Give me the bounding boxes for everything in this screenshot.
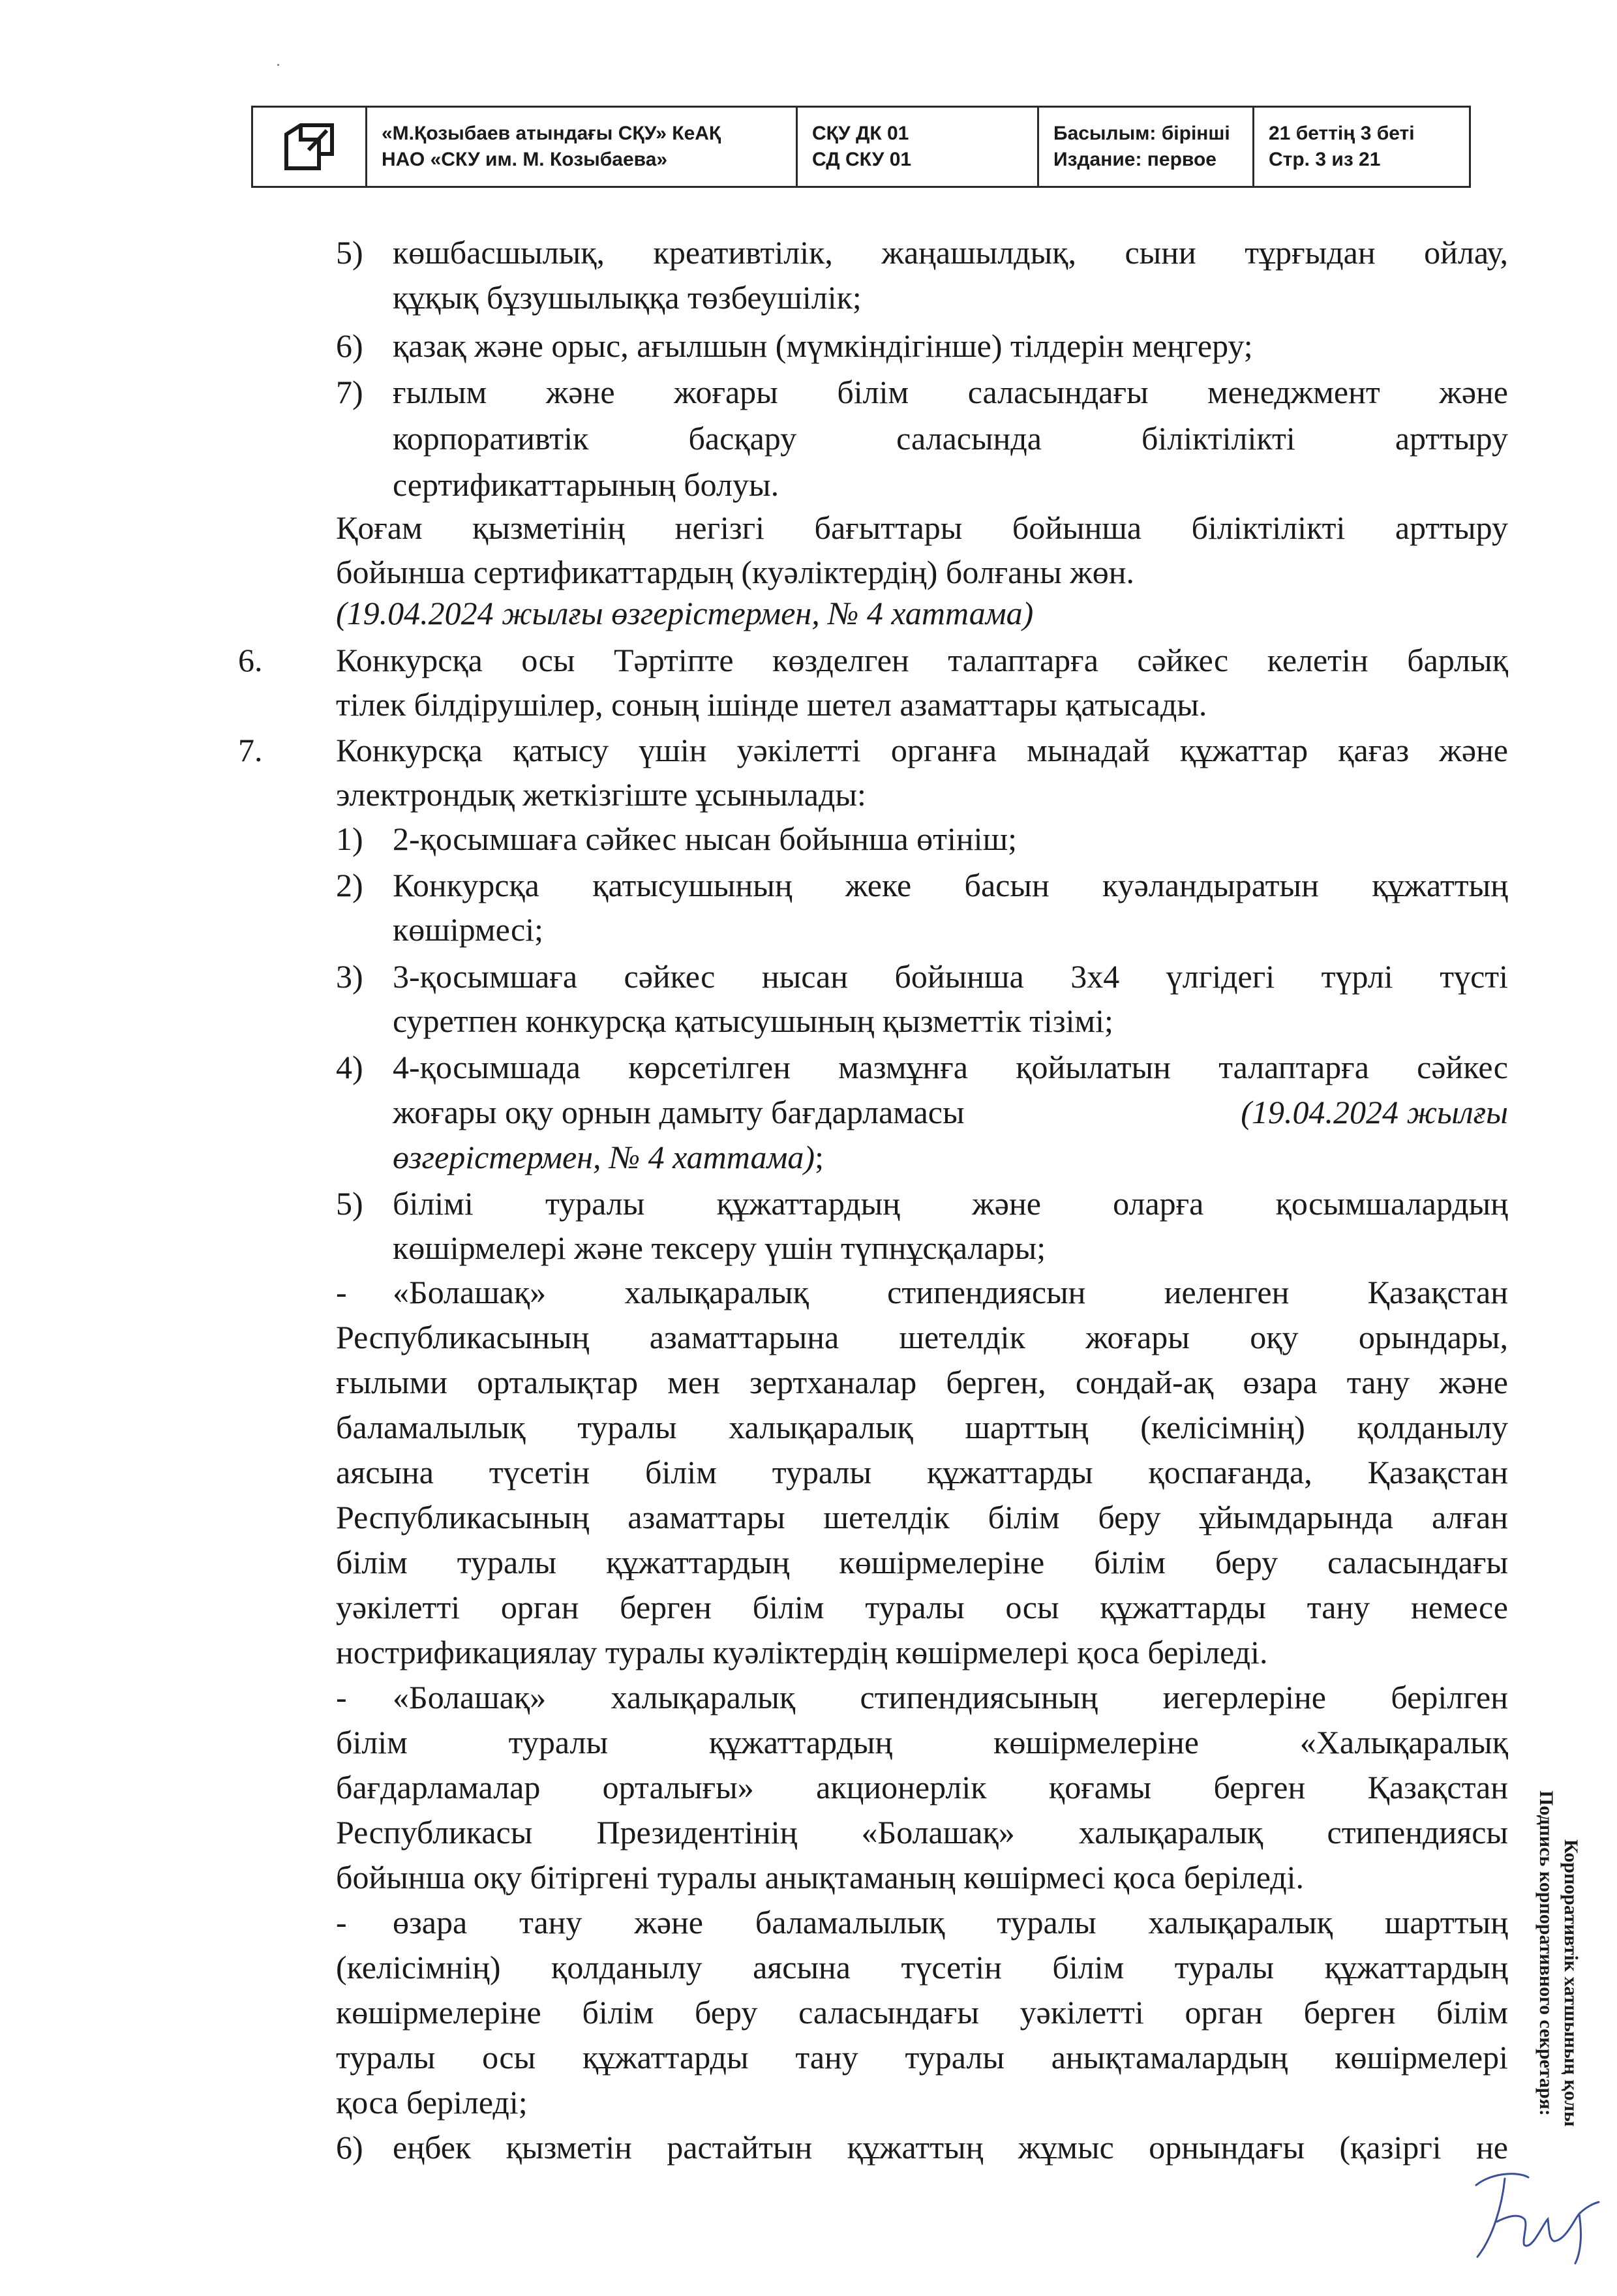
- text-line: сертификаттарының болуы.: [393, 466, 779, 503]
- text-line: нострификациялау туралы куәліктердің көшірмелері қоса беріледі.: [336, 1634, 1268, 1670]
- header-organization: [367, 108, 798, 186]
- dash-marker: -: [336, 1274, 347, 1310]
- amendment-note: өзгерістермен, № 4 хаттама): [393, 1139, 815, 1175]
- text-line: көшбасшылық, креативтілік, жаңашылдық, сыни тұрғыдан ойлау,: [393, 234, 1508, 271]
- text-line: Конкурсқа қатысу үшін уәкілетті органға мынадай құжаттар қағаз және: [336, 732, 1508, 768]
- text-line: бағдарламалар орталығы» акционерлік қоғамы берген Қазақстан: [336, 1769, 1508, 1805]
- item-number: 5): [336, 1185, 363, 1222]
- text-line: 3-қосымшаға сәйкес нысан бойынша 3х4 үлгідегі түрлі түсті: [393, 958, 1508, 995]
- document-header: [251, 106, 1471, 188]
- text-line: 4-қосымшада көрсетілген мазмұнға қойылатын талаптарға сәйкес: [393, 1049, 1508, 1085]
- text-fragment: жоғары оқу орнын дамыту бағдарламасы: [393, 1094, 965, 1130]
- header-edition: [1039, 108, 1254, 186]
- item-number: 1): [336, 821, 363, 857]
- text-line: қазақ және орыс, ағылшын (мүмкіндігінше) тілдерін меңгеру;: [393, 327, 1253, 364]
- text-line: аясына түсетін білім туралы құжаттарды қоспағанда, Қазақстан: [336, 1454, 1508, 1490]
- edition-ru: Издание: первое: [1053, 149, 1217, 170]
- text-line: ғылым және жоғары білім саласындағы менеджмент және: [393, 374, 1508, 410]
- text-line: тілек білдірушілер, соның ішінде шетел азаматтары қатысады.: [336, 686, 1207, 723]
- item-number: 7): [336, 374, 363, 410]
- header-document-code: [798, 108, 1039, 186]
- text-line: туралы осы құжаттарды тану туралы анықтамалардың көшірмелері: [336, 2039, 1508, 2076]
- text-line: көшірмелеріне білім беру саласындағы уәкілетті орган берген білім: [336, 1994, 1508, 2031]
- item-number: 4): [336, 1049, 363, 1085]
- university-logo-icon: [282, 121, 336, 172]
- text-line: Қоғам қызметінің негізгі бағыттары бойынша біліктілікті арттыру: [336, 509, 1508, 546]
- scan-dot: [277, 64, 279, 66]
- edition-kz: Басылым: бірінші: [1053, 123, 1230, 144]
- dash-marker: -: [336, 1679, 347, 1715]
- text-line: өзара тану және баламалылық туралы халықаралық шарттың: [393, 1904, 1508, 1941]
- text-line: құқық бұзушылыққа төзбеушілік;: [393, 279, 862, 316]
- text-line: Конкурсқа қатысушының жеке басын куәландыратын құжаттың: [393, 867, 1508, 903]
- text-line: 2-қосымшаға сәйкес нысан бойынша өтініш;: [393, 821, 1017, 857]
- item-number: 6): [336, 327, 363, 364]
- header-logo-cell: [253, 108, 367, 186]
- handwritten-signature: [1451, 2159, 1601, 2270]
- page-number-ru: Стр. 3 из 21: [1269, 149, 1381, 170]
- text-line: еңбек қызметін растайтын құжаттың жұмыс орнындағы (қазіргі не: [393, 2129, 1508, 2166]
- item-number: 5): [336, 234, 363, 271]
- doc-code-kz: СҚУ ДК 01: [812, 123, 909, 144]
- text-line: баламалылық туралы халықаралық шарттың (келісімнің) қолданылу: [336, 1409, 1508, 1445]
- dash-marker: -: [336, 1904, 347, 1941]
- page-number-kz: 21 беттің 3 беті: [1269, 123, 1415, 144]
- text-line: суретпен конкурсқа қатысушының қызметтік тізімі;: [393, 1003, 1113, 1039]
- item-number: 3): [336, 958, 363, 995]
- doc-code-ru: СД СКУ 01: [812, 149, 912, 170]
- text-line: электрондық жеткізгіште ұсынылады:: [336, 776, 866, 813]
- text-line: ғылыми орталықтар мен зертханалар берген, сондай-ақ өзара тану және: [336, 1364, 1508, 1400]
- text-fragment: ;: [815, 1139, 824, 1175]
- org-name-ru: НАО «СКУ им. М. Козыбаева»: [382, 149, 668, 170]
- text-line: уәкілетті орган берген білім туралы осы құжаттарды тану немесе: [336, 1589, 1508, 1625]
- text-line: «Болашақ» халықаралық стипендиясын иеленген Қазақстан: [393, 1274, 1508, 1310]
- text-line: көшірмелері және тексеру үшін түпнұсқалары;: [393, 1230, 1046, 1266]
- text-line: білімі туралы құжаттардың және оларға қосымшалардың: [393, 1185, 1508, 1222]
- org-name-kz: «М.Қозыбаев атындағы СҚУ» КеАҚ: [382, 123, 721, 144]
- secretary-signature-label-ru: Подпись корпоративного секретаря:: [1535, 1790, 1557, 2116]
- secretary-signature-label-kz: Корпоративтік хатшының қолы: [1560, 1839, 1582, 2127]
- text-line: бойынша оқу бітіргені туралы анықтаманың көшірмесі қоса беріледі.: [336, 1859, 1305, 1896]
- text-line: (келісімнің) қолданылу аясына түсетін білім туралы құжаттардың: [336, 1949, 1508, 1986]
- text-line: [393, 1134, 824, 1180]
- text-line: Конкурсқа осы Тәртіпте көзделген талаптарға сәйкес келетін барлық: [336, 642, 1508, 678]
- header-page-number: [1254, 108, 1469, 186]
- text-line: көшірмесі;: [393, 911, 543, 948]
- text-line: корпоративтік басқару саласында біліктілікті арттыру: [393, 420, 1508, 457]
- section-number: 7.: [238, 732, 263, 768]
- amendment-note: (19.04.2024 жылғы өзгерістермен, № 4 хаттама): [336, 595, 1034, 631]
- text-line: білім туралы құжаттардың көшірмелеріне білім беру саласындағы: [336, 1544, 1508, 1580]
- text-line: Республикасының азаматтары шетелдік білім беру ұйымдарында алған: [336, 1499, 1508, 1535]
- text-line: Республикасы Президентінің «Болашақ» халықаралық стипендиясы: [336, 1814, 1508, 1850]
- text-line: «Болашақ» халықаралық стипендиясының иегерлеріне берілген: [393, 1679, 1508, 1715]
- section-number: 6.: [238, 642, 263, 678]
- text-line: қоса беріледі;: [336, 2084, 528, 2121]
- text-line: білім туралы құжаттардың көшірмелеріне «Халықаралық: [336, 1724, 1508, 1760]
- item-number: 2): [336, 867, 363, 903]
- text-line: [393, 1089, 1508, 1135]
- text-line: бойынша сертификаттардың (куәліктердің) болғаны жөн.: [336, 554, 1135, 590]
- item-number: 6): [336, 2129, 363, 2166]
- amendment-note: (19.04.2024 жылғы: [1241, 1094, 1508, 1130]
- text-line: Республикасының азаматтарына шетелдік жоғары оқу орындары,: [336, 1319, 1508, 1355]
